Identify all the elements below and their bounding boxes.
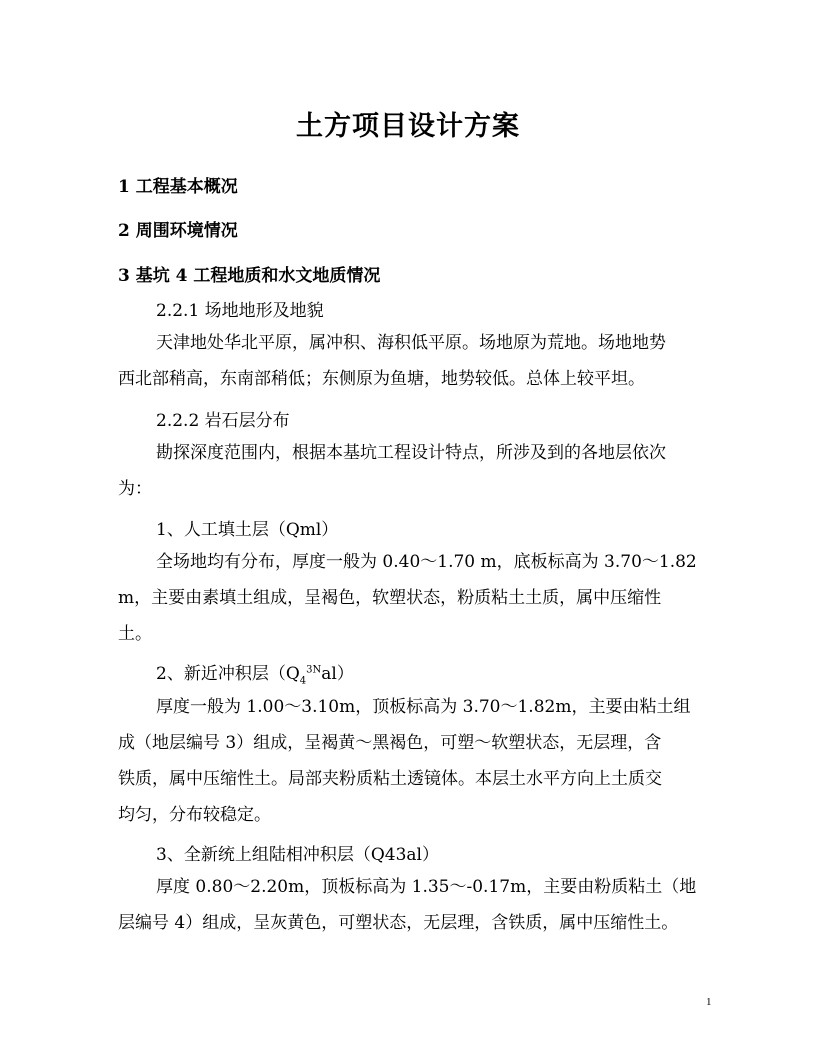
layer-2-superscript: 3N: [306, 664, 322, 676]
paragraph-line: 天津地处华北平原，属冲积、海积低平原。场地原为荒地。场地地势: [156, 333, 666, 353]
layer-2-heading-text: 2、新近冲积层（Q: [156, 664, 300, 684]
paragraph-line: m，主要由素填土组成，呈褐色，软塑状态，粉质粘土土质，属中压缩性: [118, 588, 662, 608]
paragraph-line: 全场地均有分布，厚度一般为 0.40～1.70 m，底板标高为 3.70～1.82: [156, 552, 697, 572]
paragraph-layer-3: [118, 869, 718, 941]
paragraph-line: 勘探深度范围内，根据本基坑工程设计特点，所涉及到的各地层依次: [156, 443, 666, 463]
layer-2-heading: [156, 659, 354, 687]
heading-1: 1 工程基本概况: [118, 177, 238, 197]
heading-3: 3 基坑 4 工程地质和水文地质情况: [118, 266, 381, 286]
paragraph-line: 厚度一般为 1.00～3.10m，顶板标高为 3.70～1.82m，主要由粘土组: [156, 697, 691, 717]
document-title: 土方项目设计方案: [296, 111, 520, 142]
heading-2: 2 周围环境情况: [118, 221, 238, 241]
paragraph-line: 西北部稍高，东南部稍低；东侧原为鱼塘，地势较低。总体上较平坦。: [118, 369, 645, 389]
section-2-2-1: 2.2.1 场地地形及地貌: [156, 301, 324, 321]
paragraph-terrain: [118, 325, 718, 397]
layer-1-heading: 1、人工填土层（Qml）: [156, 520, 339, 540]
paragraph-layer-2: [118, 689, 718, 833]
paragraph-line: 土。: [118, 624, 152, 644]
layer-2-subscript: 4: [299, 675, 307, 687]
paragraph-line: 成（地层编号 3）组成，呈褐黄～黑褐色，可塑～软塑状态，无层理，含: [118, 733, 662, 753]
paragraph-line: 铁质，属中压缩性土。局部夹粉质粘土透镜体。本层土水平方向上土质交: [118, 769, 662, 789]
paragraph-line: 厚度 0.80～2.20m，顶板标高为 1.35～-0.17m，主要由粉质粘土（地: [156, 877, 697, 897]
paragraph-line: 层编号 4）组成，呈灰黄色，可塑状态，无层理，含铁质，属中压缩性土。: [118, 913, 679, 933]
paragraph-strata-intro: [118, 435, 718, 507]
paragraph-layer-1: [118, 544, 718, 652]
paragraph-line: 为：: [118, 479, 152, 499]
page-number: 1: [706, 996, 712, 1008]
layer-3-heading: 3、全新统上组陆相冲积层（Q43al）: [156, 845, 439, 865]
layer-2-heading-suffix: al）: [321, 664, 354, 684]
paragraph-line: 均匀，分布较稳定。: [118, 805, 271, 825]
section-2-2-2: 2.2.2 岩石层分布: [156, 411, 290, 431]
